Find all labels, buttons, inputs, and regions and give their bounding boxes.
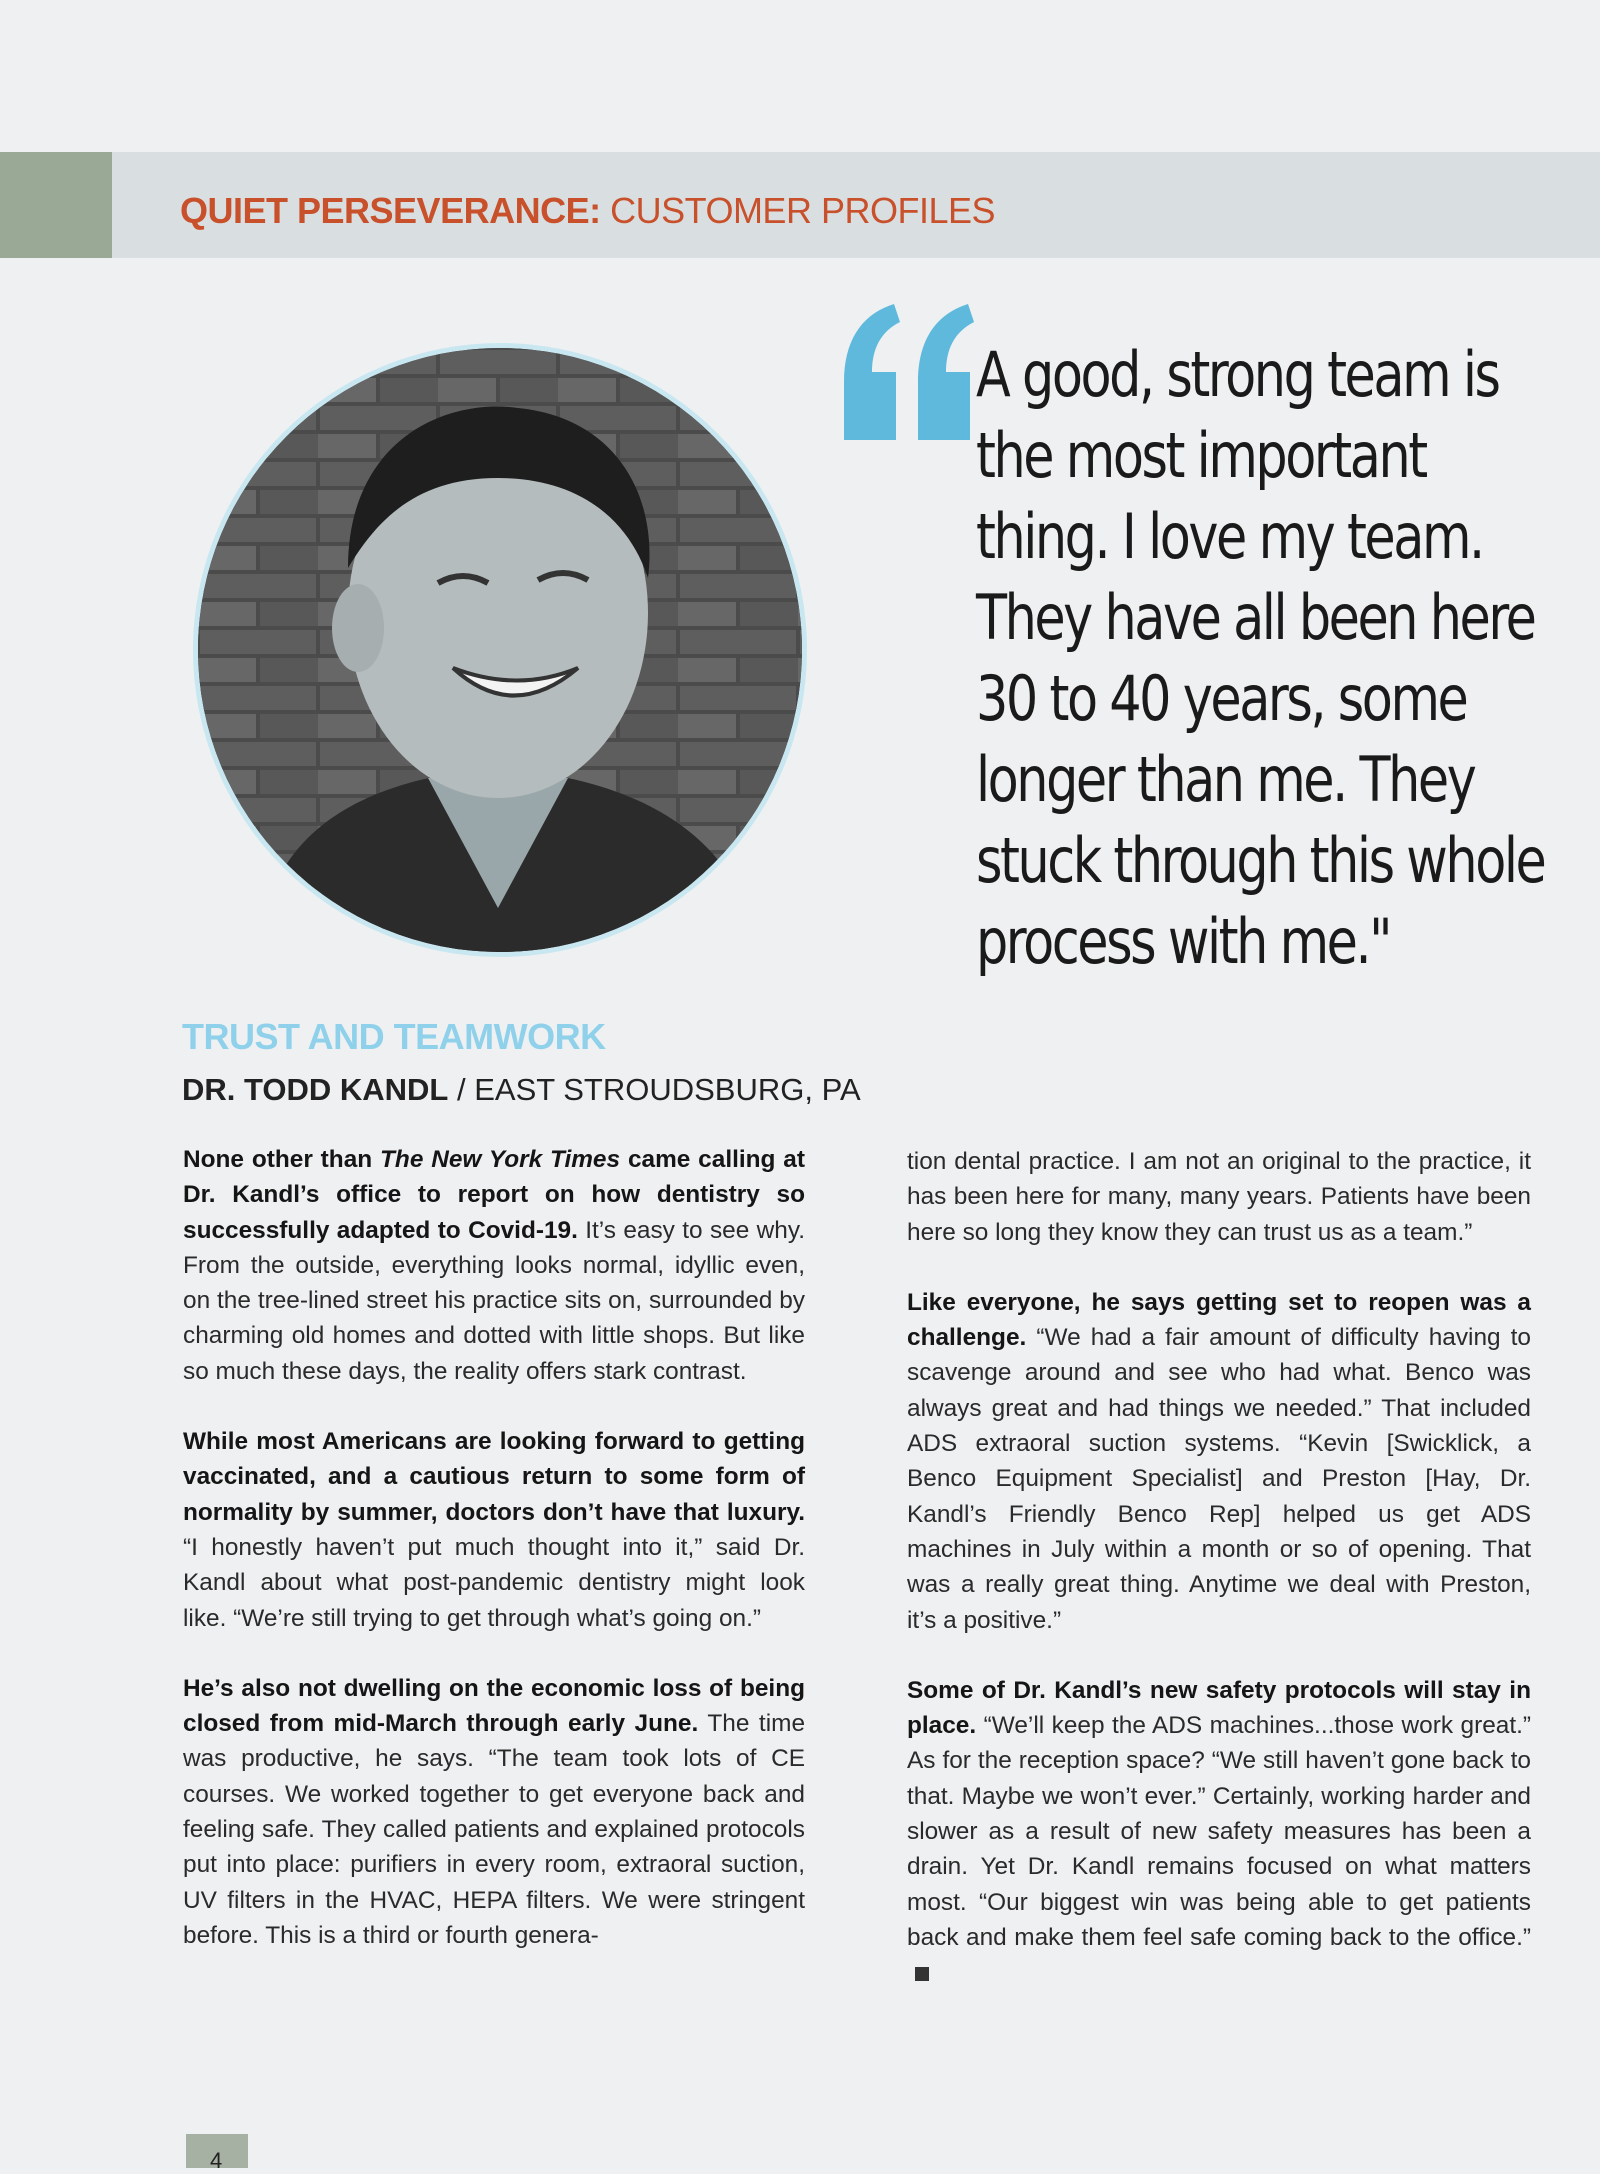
paragraph-body: The time was productive, he says. “The team took lots of CE courses. We worked together to get everyone back and feeling safe. They called patients and explained protocols put into place: purifiers in every room, extraoral suction, UV filters in the HVAC, HEPA filters. We were stringent before. This is a third or fourth genera- (183, 1710, 806, 1949)
left-column (183, 1142, 805, 1988)
paragraph-body: “We’ll keep the ADS machines...those work great.” As for the reception space? “We still haven’t gone back to that. Maybe we won’t ever.” Certainly, working harder and slower as a result of new safety measures has been a drain. Yet Dr. Kandl remains focused on what matters most. “Our biggest win was being able to get patients back and make them feel safe coming back to the office.” (907, 1712, 1531, 1951)
paragraph-lead: He’s also not dwelling on the economic loss of being closed from mid-March through early June. (183, 1674, 805, 1738)
lead-text: came calling at Dr. Kandl’s office to report on how dentistry so successfully adapted to Covid-19. (183, 1146, 805, 1244)
paragraph (183, 1142, 805, 1389)
pull-quote-line: longer than me. They (976, 743, 1475, 816)
page-number: 4 (210, 2148, 223, 2173)
paragraph (907, 1144, 1531, 1250)
pull-quote-line: process with me." (976, 905, 1391, 978)
paragraph (183, 1671, 805, 1953)
byline-name: DR. TODD KANDL (182, 1072, 449, 1107)
right-column (907, 1144, 1531, 2026)
section-title-light: CUSTOMER PROFILES (610, 190, 995, 231)
portrait-photo (198, 348, 802, 952)
section-title (180, 190, 995, 232)
paragraph-lead: While most Americans are looking forward to getting vaccinated, and a cautious return to some form of normality by summer, doctors don’t have that luxury. (183, 1428, 805, 1526)
publication-name: The New York Times (380, 1146, 621, 1173)
quote-mark-icon (838, 300, 978, 450)
pull-quote-line: thing. I love my team. (976, 500, 1483, 573)
paragraph-body: It’s easy to see why. From the outside, everything looks normal, idyllic even, on the tree-lined street his practice sits on, surrounded by charming old homes and dotted with little shops. But like so much these days, the reality offers stark contrast. (183, 1216, 805, 1385)
pull-quote-line: the most important (976, 419, 1426, 492)
byline-location: / EAST STROUDSBURG, PA (457, 1072, 861, 1107)
byline (182, 1072, 861, 1108)
paragraph-body: “We had a fair amount of difficulty having to scavenge around and see who had what. Benco was always great and had things we needed.” That included ADS extraoral suction systems. “Kevin [Swicklick, a Benco Equipment Specialist] and Preston [Hay, Dr. Kandl’s Friendly Benco Rep] helped us get ADS machines in July within a month or so of opening. That was a really great thing. Anytime we deal with Preston, it’s a positive.” (907, 1324, 1531, 1634)
header-accent-block (0, 152, 112, 258)
paragraph (183, 1424, 805, 1636)
paragraph-body: tion dental practice. I am not an original to the practice, it has been here for many, many years. Patients have been here so long they know they can trust us as a team.” (907, 1148, 1531, 1246)
pull-quote (976, 334, 1566, 982)
paragraph-body: “I honestly haven’t put much thought into it,” said Dr. Kandl about what post-pandemic dentistry might look like. “We’re still trying to get through what’s going on.” (183, 1533, 805, 1632)
paragraph-lead: Some of Dr. Kandl’s new safety protocols will stay in place. (907, 1676, 1531, 1740)
paragraph-lead: Like everyone, he says getting set to reopen was a challenge. (907, 1288, 1531, 1352)
paragraph (907, 1673, 1531, 1991)
pull-quote-line: 30 to 40 years, some (976, 662, 1467, 735)
pull-quote-line: They have all been here (976, 581, 1535, 654)
story-kicker: TRUST AND TEAMWORK (182, 1016, 606, 1057)
pull-quote-line: A good, strong team is (976, 338, 1499, 411)
paragraph (907, 1285, 1531, 1638)
lead-text: None other than (183, 1146, 381, 1173)
end-of-story-mark (915, 1967, 929, 1981)
pull-quote-line: stuck through this whole (976, 824, 1545, 897)
section-title-bold: QUIET PERSEVERANCE: (180, 190, 601, 231)
